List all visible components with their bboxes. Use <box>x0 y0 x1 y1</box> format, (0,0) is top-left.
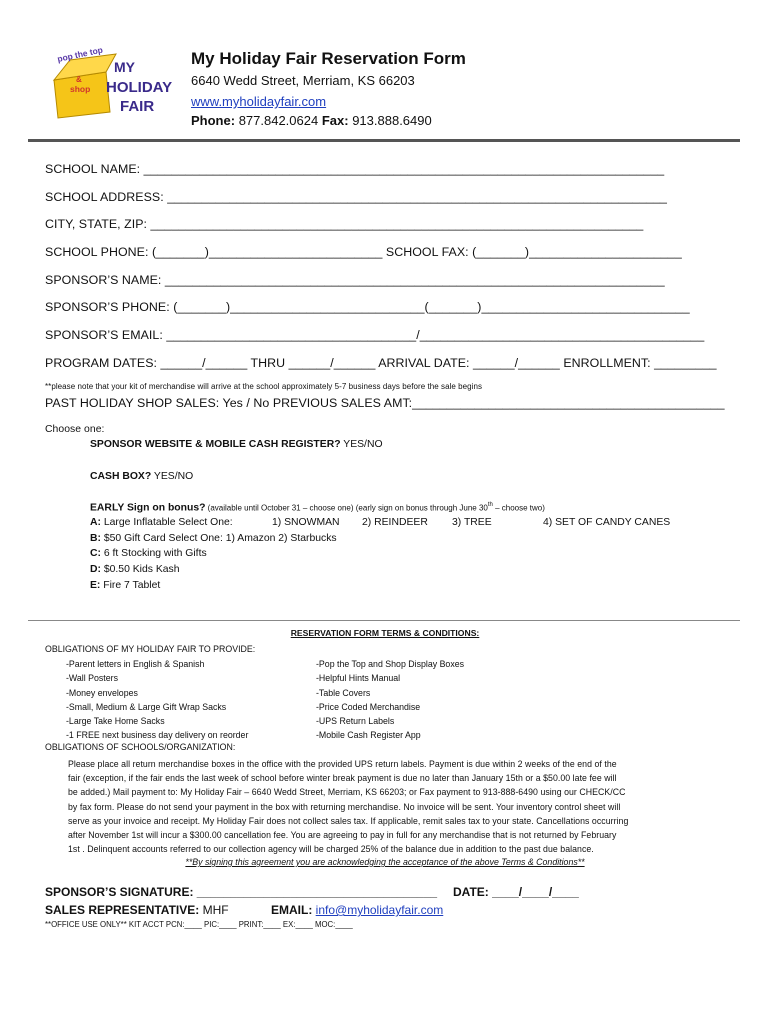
obligations-school-heading: OBLIGATIONS OF SCHOOLS/ORGANIZATION: <box>45 742 236 752</box>
option-a-choice-1[interactable]: 1) SNOWMAN <box>272 517 340 528</box>
cash-box-question: CASH BOX? <box>90 471 152 482</box>
list-item: -Money envelopes <box>66 687 138 698</box>
fax-label: Fax: <box>321 113 349 128</box>
terms-paragraph <box>68 757 628 856</box>
list-item: -Price Coded Merchandise <box>316 701 421 712</box>
contact-line <box>191 113 432 128</box>
svg-text:shop: shop <box>70 84 91 94</box>
list-item: -Table Covers <box>316 687 371 698</box>
school-name-field[interactable]: SCHOOL NAME: ___________________________________________________________________________ <box>45 162 665 176</box>
sponsor-website-question: SPONSOR WEBSITE & MOBILE CASH REGISTER? <box>90 439 341 450</box>
option-a-choice-3[interactable]: 3) TREE <box>452 517 492 528</box>
program-dates-field[interactable]: PROGRAM DATES: ______/______ THRU ______/______ ARRIVAL DATE: ______/______ ENROLLMENT: _________ <box>45 356 717 370</box>
terms-line: Please place all return merchandise boxes in the office with the provided UPS return labels. Payment is due within 2 weeks of the end of the <box>68 759 617 769</box>
sales-rep-label: SALES REPRESENTATIVE: <box>45 903 200 917</box>
option-a <box>90 517 233 528</box>
list-item: -Mobile Cash Register App <box>316 730 421 741</box>
list-item: -UPS Return Labels <box>316 716 395 727</box>
early-bonus-option <box>90 502 545 513</box>
option-d-label: D: <box>90 564 101 575</box>
svg-text:pop the top: pop the top <box>56 44 104 64</box>
address-line: 6640 Wedd Street, Merriam, KS 66203 <box>191 73 415 88</box>
option-b[interactable] <box>90 533 337 544</box>
option-e-label: E: <box>90 580 101 591</box>
website-link[interactable]: www.myholidayfair.com <box>191 94 327 109</box>
sponsor-website-answer: YES/NO <box>340 439 383 450</box>
sponsor-signature-field[interactable]: SPONSOR’S SIGNATURE: ____________________________________ <box>45 885 438 899</box>
past-sales-field[interactable]: PAST HOLIDAY SHOP SALES: Yes / No PREVIOUS SALES AMT:_____________________________________________ <box>45 396 725 410</box>
option-b-label: B: <box>90 533 101 544</box>
list-item: -1 FREE next business day delivery on reorder <box>66 730 249 741</box>
sales-rep-value: MHF <box>199 903 229 917</box>
svg-text:HOLIDAY: HOLIDAY <box>106 79 173 96</box>
fax-number: 913.888.6490 <box>352 113 432 128</box>
city-state-zip-field[interactable]: CITY, STATE, ZIP: _______________________________________________________________________ <box>45 217 644 231</box>
terms-divider <box>28 620 740 621</box>
email-line <box>271 903 443 917</box>
list-item: -Large Take Home Sacks <box>66 716 165 727</box>
form-title: My Holiday Fair Reservation Form <box>191 49 466 68</box>
option-a-label: A: <box>90 517 101 528</box>
list-item: -Wall Posters <box>66 673 118 684</box>
sponsor-name-field[interactable]: SPONSOR’S NAME: ________________________________________________________________________ <box>45 273 665 287</box>
school-address-field[interactable]: SCHOOL ADDRESS: ________________________________________________________________________ <box>45 190 667 204</box>
fair-provides-list-left <box>66 657 248 743</box>
email-label: EMAIL: <box>271 903 313 917</box>
my-holiday-fair-logo <box>40 42 180 122</box>
terms-line: serve as your invoice and receipt. My Holiday Fair does not collect sales tax. If applicable, remit sales tax to your state. Cancellations occurring <box>68 815 629 826</box>
agreement-note: **By signing this agreement you are acknowledging the acceptance of the above Terms & Conditions** <box>185 857 585 867</box>
cash-box-answer: YES/NO <box>151 471 194 482</box>
terms-line: be added.) Mail payment to: My Holiday Fair – 6640 Wedd Street, Merriam, KS 66203; or Fax payment to 913-888-6490 using our CHECK/CC <box>68 787 626 798</box>
early-bonus-note: (available until October 31 – choose one) (early sign on bonus through June 30 <box>205 503 488 513</box>
terms-heading: RESERVATION FORM TERMS & CONDITIONS: <box>290 628 480 638</box>
terms-line: by fax form. Please do not send your payment in the box with returning merchandise. No invoice will be sent. Your inventory control sheet will <box>68 801 621 812</box>
sponsor-website-option[interactable] <box>90 439 383 450</box>
phone-label: Phone: <box>191 113 236 128</box>
list-item: -Parent letters in English & Spanish <box>66 659 205 669</box>
terms-line: after November 1st will incur a $300.00 cancellation fee. You are agreeing to pay in full for any merchandise that is not returned by February <box>68 830 617 841</box>
option-c-text: 6 ft Stocking with Gifts <box>100 548 207 559</box>
choose-one-label: Choose one: <box>45 424 105 435</box>
option-c[interactable] <box>90 548 207 559</box>
header-divider <box>28 139 740 142</box>
email-link[interactable]: info@myholidayfair.com <box>315 903 444 917</box>
option-a-text: Large Inflatable Select One: <box>100 517 233 528</box>
list-item: -Helpful Hints Manual <box>316 673 401 684</box>
kit-note: **please note that your kit of merchandise will arrive at the school approximately 5-7 business days before the sale begins <box>45 382 483 391</box>
early-bonus-question: EARLY Sign on bonus? <box>90 502 206 514</box>
option-a-choice-2[interactable]: 2) REINDEER <box>362 517 428 528</box>
list-item: -Small, Medium & Large Gift Wrap Sacks <box>66 701 227 712</box>
option-e[interactable] <box>90 580 160 591</box>
svg-text:MY: MY <box>114 59 135 75</box>
obligations-fair-heading: OBLIGATIONS OF MY HOLIDAY FAIR TO PROVIDE: <box>45 644 256 654</box>
cash-box-option[interactable] <box>90 471 193 482</box>
svg-text:&: & <box>76 75 82 84</box>
terms-line: 1st . Delinquent accounts referred to our collection agency will be charged 25% of the balance due in addition to the past due balance. <box>68 844 594 855</box>
option-c-label: C: <box>90 548 101 559</box>
office-use-line: **OFFICE USE ONLY** KIT ACCT PCN:____ PIC:____ PRINT:____ EX:____ MOC:____ <box>45 920 353 929</box>
school-phone-fax-field[interactable]: SCHOOL PHONE: (_______)_________________________ SCHOOL FAX: (_______)______________________ <box>45 245 682 259</box>
list-item: -Pop the Top and Shop Display Boxes <box>316 659 465 669</box>
option-d[interactable] <box>90 564 180 575</box>
date-field[interactable]: DATE: ____/____/____ <box>453 885 579 899</box>
option-d-text: $0.50 Kids Kash <box>100 564 180 575</box>
sales-rep-line <box>45 903 229 917</box>
terms-line: fair (exception, if the fair ends the last week of school before winter break payment is due no later than January 15th or a $50.00 late fee will <box>68 773 617 784</box>
early-bonus-note-2: – choose two) <box>492 503 545 513</box>
fair-provides-list-right <box>316 657 464 743</box>
option-e-text: Fire 7 Tablet <box>100 580 161 591</box>
sponsor-phone-field[interactable]: SPONSOR’S PHONE: (_______)____________________________(_______)______________________________ <box>45 300 690 314</box>
svg-text:FAIR: FAIR <box>120 98 155 115</box>
sponsor-email-field[interactable]: SPONSOR’S EMAIL: ____________________________________/_________________________________________ <box>45 328 705 342</box>
early-bonus-sup: th <box>487 502 493 508</box>
option-a-choice-4[interactable]: 4) SET OF CANDY CANES <box>543 517 671 528</box>
phone-number: 877.842.0624 <box>238 113 319 128</box>
option-b-text: $50 Gift Card Select One: 1) Amazon 2) Starbucks <box>100 533 337 544</box>
